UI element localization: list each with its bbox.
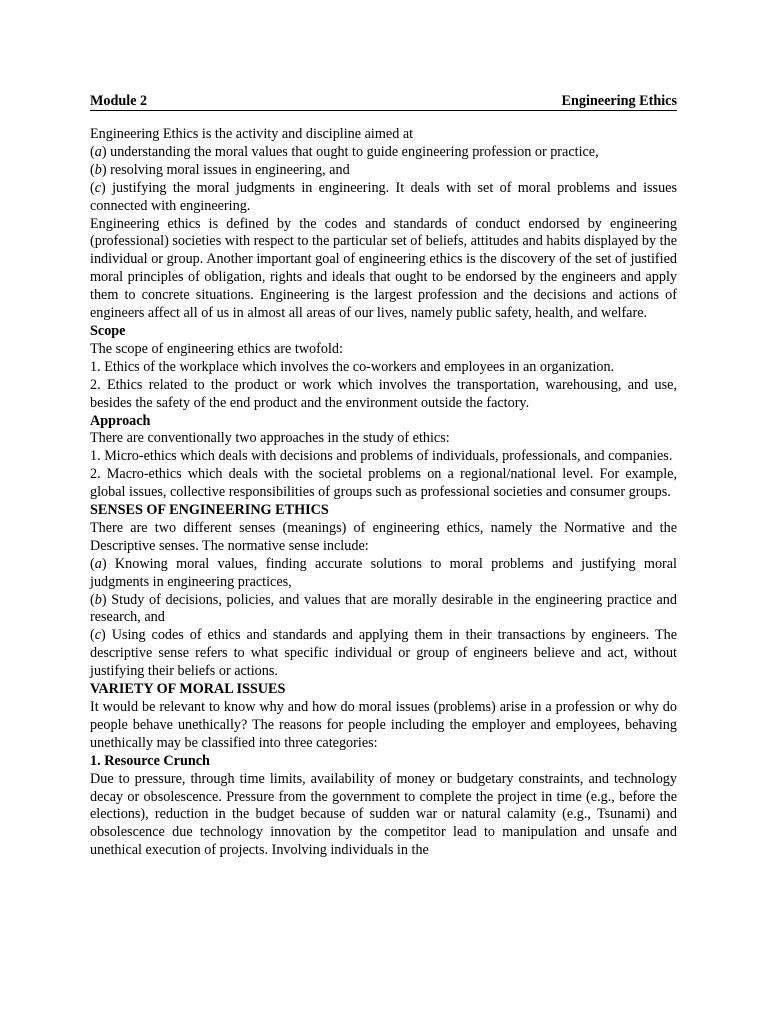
item-letter: a <box>94 555 102 572</box>
approach-heading: Approach <box>90 412 151 429</box>
variety-intro: It would be relevant to know why and how do moral issues (problems) arise in a profession or why do people behave unethically? The reasons for people including the employer and employees, behaving unethically may be classified into three categories: <box>90 699 677 751</box>
intro-paragraph: Engineering Ethics is the activity and discipline aimed at <box>90 126 414 142</box>
variety-heading: VARIETY OF MORAL ISSUES <box>90 681 286 698</box>
page-header <box>90 93 677 111</box>
senses-intro: There are two different senses (meanings) of engineering ethics, namely the Normative and the Descriptive senses. The normative sense include: <box>90 519 677 554</box>
item-text: justifying the moral judgments in engineering. It deals with set of moral problems and issues connected with engineering. <box>90 179 677 214</box>
intro-item-a: (a) understanding the moral values that ought to guide engineering profession or practice, <box>90 143 599 160</box>
approach-item-1: 1. Micro-ethics which deals with decisions and problems of individuals, professionals, and companies. <box>90 448 673 465</box>
item-text: Using codes of ethics and standards and applying them in their transactions by engineers. The descriptive sense refers to what specific individual or group of engineers believe and act, without justifying their beliefs or actions. <box>90 627 677 680</box>
senses-item-a: (a) Knowing moral values, finding accurate solutions to moral problems and justifying moral judgments in engineering practices, <box>90 555 677 590</box>
intro-item-b: (b) resolving moral issues in engineering, and <box>90 161 350 178</box>
item-text: Knowing moral values, finding accurate solutions to moral problems and justifying moral judgments in engineering practices, <box>90 555 677 590</box>
intro-item-c: (c) justifying the moral judgments in engineering. It deals with set of moral problems and issues connected with engineering. <box>90 179 677 214</box>
document-page <box>90 93 677 860</box>
resource-crunch-paragraph: Due to pressure, through time limits, availability of money or budgetary constraints, and technology decay or obsolescence. Pressure from the government to complete the project in time (e.g., before the elections), reduction in the budget because of sudden war or natural calamity (e.g., Tsunami) and obsolescence due technology innovation by the competitor lead to manipulation and unsafe and unethical execution of projects. Involving individuals in the <box>90 770 677 859</box>
document-title: Engineering Ethics <box>561 93 677 109</box>
item-letter: b <box>94 591 102 608</box>
senses-item-b: (b) Study of decisions, policies, and values that are morally desirable in the engineering practice and research, and <box>90 591 677 626</box>
item-text: Study of decisions, policies, and values that are morally desirable in the engineering practice and research, and <box>90 591 677 626</box>
item-letter: a <box>94 143 102 160</box>
resource-crunch-heading: 1. Resource Crunch <box>90 752 210 769</box>
item-text: resolving moral issues in engineering, and <box>106 161 350 178</box>
approach-intro: There are conventionally two approaches in the study of ethics: <box>90 430 450 447</box>
approach-item-2: 2. Macro-ethics which deals with the societal problems on a regional/national level. For example, global issues, collective responsibilities of groups such as professional societies and consumer groups. <box>90 466 677 501</box>
item-letter: c <box>94 179 102 196</box>
scope-item-1: 1. Ethics of the workplace which involves the co-workers and employees in an organization. <box>90 358 615 375</box>
scope-intro: The scope of engineering ethics are twofold: <box>90 340 343 357</box>
item-letter: b <box>94 161 102 178</box>
definition-paragraph: Engineering ethics is defined by the codes and standards of conduct endorsed by engineering (professional) societies with respect to the particular set of beliefs, attitudes and habits displayed by the individual or group. Another important goal of engineering ethics is the discovery of the set of justified moral principles of obligation, rights and ideals that ought to be endorsed by the engineers and apply them to concrete situations. Engineering is the largest profession and the decisions and actions of engineers affect all of us in almost all areas of our lives, namely public safety, health, and welfare. <box>90 215 677 322</box>
senses-heading: SENSES OF ENGINEERING ETHICS <box>90 502 329 519</box>
scope-item-2: 2. Ethics related to the product or work which involves the transportation, warehousing, and use, besides the safety of the end product and the environment outside the factory. <box>90 376 677 411</box>
module-label: Module 2 <box>90 93 148 109</box>
senses-item-c: (c) Using codes of ethics and standards and applying them in their transactions by engineers. The descriptive sense refers to what specific individual or group of engineers believe and act, without justifying their beliefs or actions. <box>90 627 677 680</box>
scope-heading: Scope <box>90 322 126 339</box>
item-letter: c <box>94 627 102 644</box>
item-text: understanding the moral values that ought to guide engineering profession or practice, <box>106 143 599 160</box>
